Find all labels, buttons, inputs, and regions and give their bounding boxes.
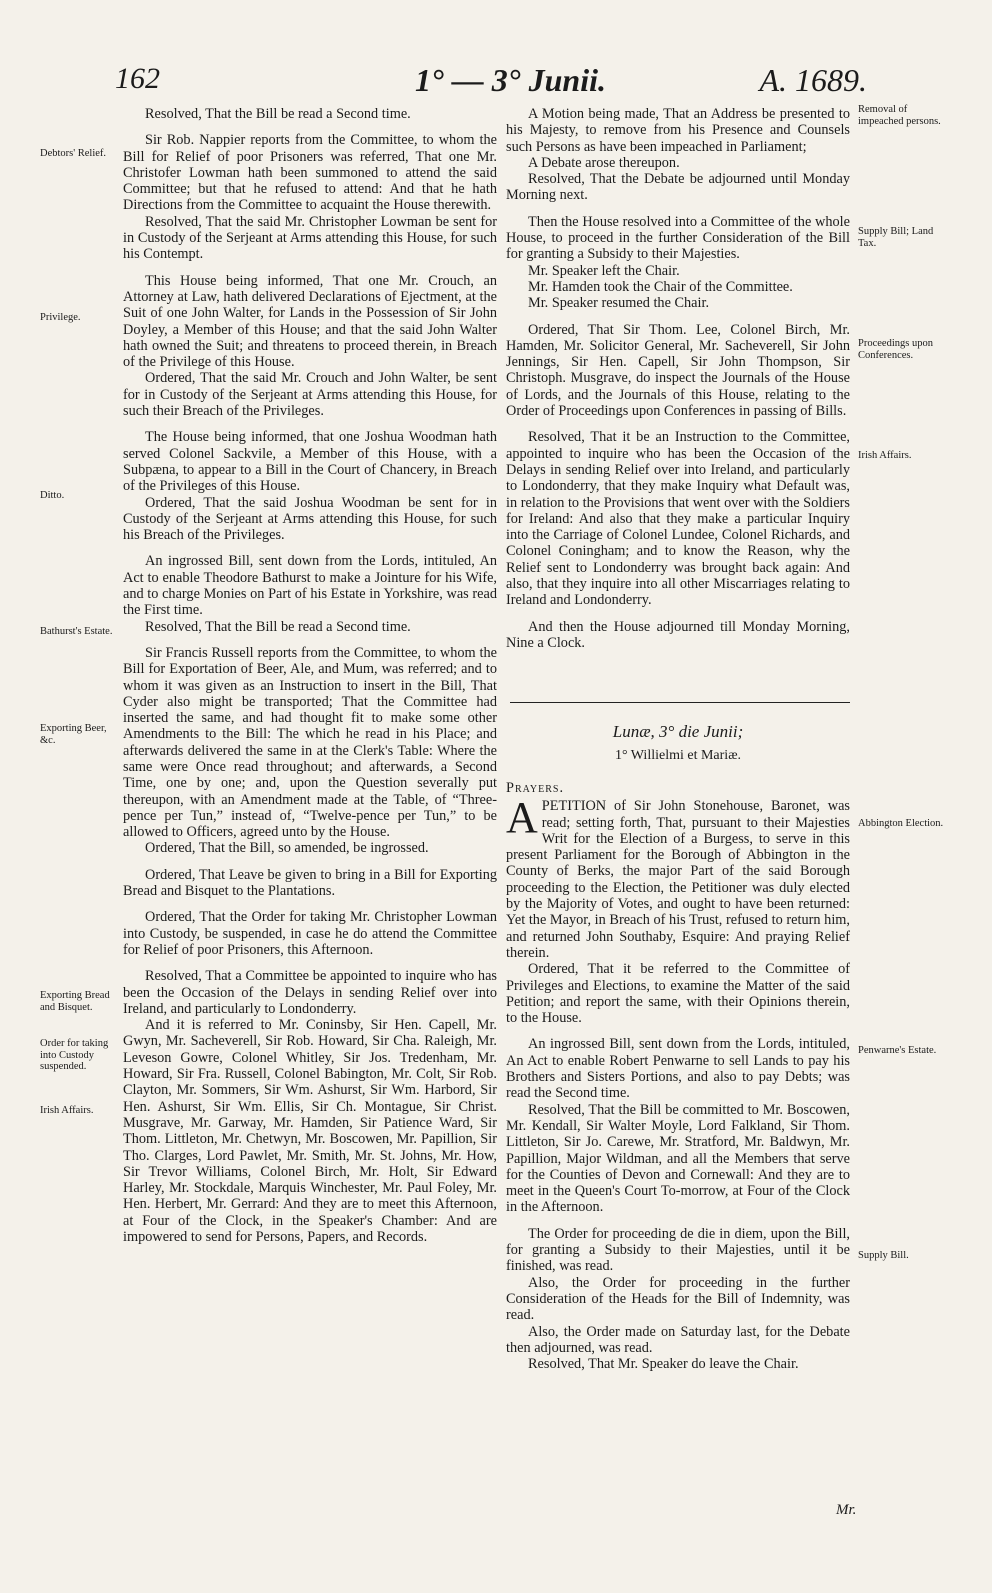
paragraph: A Debate arose thereupon. — [528, 154, 680, 171]
paragraph: The House being informed, that one Joshua Woodman hath served Colonel Sackvile, a Member of this House, with a Subpæna, to appear to a Bill in the Court of Chancery, in Breach of the Privileges of this House. — [123, 429, 497, 495]
paragraph: The Order for proceeding de die in diem, upon the Bill, for granting a Subsidy to their Majesties, until it be finished, was read. — [506, 1225, 850, 1275]
paragraph: Also, the Order made on Saturday last, for the Debate then adjourned, was read. — [506, 1323, 850, 1356]
paragraph: An ingrossed Bill, sent down from the Lords, intituled, An Act to enable Theodore Bathurst to make a Jointure for his Wife, and to charge Monies on Part of his Estate in Yorkshire, was read the First time. — [123, 553, 497, 619]
margin-note-debtors: Debtors' Relief. — [40, 148, 107, 159]
page-header — [115, 62, 867, 102]
paragraph: An ingrossed Bill, sent down from the Lords, intituled, An Act to enable Robert Penwarne to sell Lands to pay his Brothers and Sisters Portions, and also to pay Debts; was read the Second time. — [506, 1036, 850, 1102]
drop-cap: A — [506, 793, 538, 843]
paragraph: And then the House adjourned till Monday Morning, Nine a Clock. — [506, 618, 850, 651]
paragraph: Resolved, That the Bill be read a Second time. — [145, 106, 411, 122]
paragraph: Ordered, That Sir Thom. Lee, Colonel Birch, Mr. Hamden, Mr. Solicitor General, Mr. Sacheverell, Sir John Jennings, Sir Hen. Capell, Sir John Thompson, Sir Christoph. Musgrave, do inspect the Journals of the House of Lords, and the Journals of this House, relating to the Order of Proceedings upon Conferences in passing of Bills. — [506, 321, 850, 420]
margin-note-bread: Exporting Bread and Bisquet. — [40, 990, 110, 1013]
paragraph: Ordered, That the said Joshua Woodman be sent for in Custody of the Serjeant at Arms attending this House, for such his Breach of the Privileges. — [123, 494, 497, 544]
margin-note-removal: Removal of impeached persons. — [858, 104, 941, 127]
page-date: 1° — 3° Junii. — [415, 62, 606, 98]
paragraph: Resolved, That the said Mr. Christopher Lowman be sent for in Custody of the Serjeant at Arms attending this House, for such his Contempt. — [123, 213, 497, 263]
paragraph: And it is referred to Mr. Coninsby, Sir Hen. Capell, Mr. Gwyn, Mr. Sacheverell, Sir Rob. Howard, Sir Cha. Raleigh, Mr. Leveson Gowre, Colonel Whitley, Sir Jos. Tredenham, Mr. Howard, Sir Fra. Russell, Colonel Babington, Mr. Colt, Sir Rob. Clayton, Mr. Sommers, Sir Wm. Ashurst, Sir Wm. Harbord, Sir Hen. Ashurst, Sir Wm. Ellis, Sir Ch. Montague, Sir Christ. Musgrave, Mr. Garway, Mr. Hamden, Sir Patience Ward, Sir Thom. Littleton, Mr. Chetwyn, Mr. Boscowen, Mr. Papillion, Sir Tho. Clarges, Lord Pawlet, Mr. Smith, Mr. St. Johns, Mr. How, Sir Trevor Williams, Colonel Birch, Mr. Holt, Sir Edward Harley, Mr. Stockdale, Marquis Winchester, Mr. Paul Foley, Mr. Hen. Herbert, Mr. Gerrard: And they are to meet this Afternoon, at Four of the Clock, in the Speaker's Chamber: And are impowered to send for Persons, Papers, and Records. — [123, 1017, 497, 1245]
paragraph — [506, 793, 850, 961]
paragraph: Sir Francis Russell reports from the Committee, to whom the Bill for Exportation of Beer, Ale, and Mum, was referred; and to whom it was given as an Instruction to insert in the Bill, That Cyder also might be transported; That the Committee had inserted the same, and had thought fit to make some other Amendments to the Bill: The which he read in his Place; and afterwards delivered the same in at the Clerk's Table: Where the same were Once read throughout; and afterwards, a Second Time, one by one; and, upon the Question severally put thereupon, with an Amendment made at the Table, of “Three-pence per Tun,” instead of, “Twelve-pence per Tun,” to be allowed to Officers, agreed unto by the House. — [123, 644, 497, 841]
margin-note-irish-right: Irish Affairs. — [858, 450, 912, 461]
page-number: 162 — [115, 62, 160, 95]
paragraph: Mr. Speaker left the Chair. — [528, 262, 680, 279]
margin-note-bathurst: Bathurst's Estate. — [40, 626, 113, 637]
right-column-lower — [506, 780, 850, 1372]
catchword: Mr. — [836, 1502, 857, 1518]
paragraph: Ordered, That the said Mr. Crouch and John Walter, be sent for in Custody of the Serjeant at Arms attending this House, for such their Breach of the Privileges. — [123, 370, 497, 420]
margin-note-irish: Irish Affairs. — [40, 1105, 94, 1116]
paragraph: Mr. Hamden took the Chair of the Committee. — [528, 278, 793, 295]
paragraph: A Motion being made, That an Address be presented to his Majesty, to remove from his Presence and Counsels such Persons as have been impeached in Parliament; — [506, 106, 850, 155]
paragraph: Resolved, That it be an Instruction to the Committee, appointed to inquire who has been the Occasion of the Delays in sending Relief over into Ireland, and particularly to Londonderry, that they make Inquiry what Default was, in relation to the Provisions that went over with the Soldiers for Ireland: And also that they make a particular Inquiry into the Carriage of Colonel Lundee, Colonel Richards, and Colonel Coningham; and to know the Reason, why the Relief sent to Londonderry was brought back again: And also, that they inquire into all other Miscarriages relating to Ireland and Londonderry. — [506, 429, 850, 609]
section-divider — [510, 702, 850, 703]
petition-text: PETITION of Sir John Stonehouse, Baronet, was read; setting forth, That, pursuant to their Majesties Writ for the Election of a Burgess, to serve in this present Parliament for the Borough of Abbington in the County of Berks, the major Part of the said Borough proceeding to the Election, the Petitioner was duly elected by the Majority of Votes, and ought to have been returned: Yet the Mayor, in Breach of his Trust, refused to return him, and returned John Southaby, Esquire: And praying Relief therein. — [506, 798, 850, 961]
margin-note-ditto: Ditto. — [40, 490, 65, 501]
margin-note-penwarne: Penwarne's Estate. — [858, 1045, 937, 1056]
paragraph: Resolved, That the Bill be committed to Mr. Boscowen, Mr. Kendall, Sir Walter Moyle, Lord Falkland, Sir Thom. Littleton, Sir Jo. Carewe, Mr. Stratford, Mr. Baldwyn, Mr. Papillion, Major Wildman, and all the Members that serve for the Counties of Devon and Cornewall: And they are to meet in the Queen's Court To-morrow, at Four of the Clock in the Afternoon. — [506, 1101, 850, 1216]
prayers-heading: Prayers. — [506, 780, 565, 796]
paragraph: Mr. Speaker resumed the Chair. — [528, 295, 710, 312]
paragraph: This House being informed, That one Mr. Crouch, an Attorney at Law, hath delivered Declarations of Ejectment, at the Suit of one John Walter, for Lands in the Possession of Sir John Doyley, a Member of this House; and that the said John Walter hath owned the Suit; and threatens to proceed therein, in Breach of the Privilege of this House. — [123, 272, 497, 371]
paragraph: Resolved, That the Bill be read a Second time. — [145, 618, 411, 635]
paragraph: Ordered, That Leave be given to bring in a Bill for Exporting Bread and Bisquet to the Plantations. — [123, 866, 497, 900]
margin-note-abbington: Abbington Election. — [858, 818, 944, 829]
right-column-upper — [506, 106, 850, 651]
margin-note-privilege: Privilege. — [40, 312, 81, 323]
paragraph: Then the House resolved into a Committee of the whole House, to proceed in the further Consideration of the Bill for granting a Subsidy to their Majesties. — [506, 213, 850, 263]
page-year: A. 1689. — [759, 62, 867, 98]
day-heading: Lunæ, 3° die Junii; — [612, 722, 744, 741]
paragraph: Resolved, That the Debate be adjourned until Monday Morning next. — [506, 171, 850, 204]
regnal-year: 1° Willielmi et Mariæ. — [614, 748, 742, 763]
margin-note-beer: Exporting Beer, &c. — [40, 723, 107, 746]
paragraph: Sir Rob. Nappier reports from the Committee, to whom the Bill for Relief of poor Prisoners was referred, That one Mr. Christofer Lowman hath been summoned to attend the said Committee; but that he refused to attend: And that he hath Directions from the Committee to acquaint the House therewith. — [123, 132, 497, 214]
paragraph: Ordered, That the Bill, so amended, be ingrossed. — [145, 840, 429, 857]
margin-note-supply: Supply Bill; Land Tax. — [858, 226, 934, 249]
paragraph: Resolved, That a Committee be appointed to inquire who has been the Occasion of the Delays in sending Relief over into Ireland, and particularly to Londonderry. — [123, 968, 497, 1017]
left-column — [123, 106, 497, 1245]
paragraph: Also, the Order for proceeding in the further Consideration of the Heads for the Bill of Indemnity, was read. — [506, 1274, 850, 1324]
paragraph: Resolved, That Mr. Speaker do leave the Chair. — [528, 1356, 799, 1373]
margin-note-conferences: Proceedings upon Conferences. — [858, 338, 933, 361]
paragraph: Ordered, That it be referred to the Committee of Privileges and Elections, to examine the Matter of the said Petition; and report the same, with their Opinions therein, to the House. — [506, 961, 850, 1027]
margin-note-supply-2: Supply Bill. — [858, 1250, 909, 1261]
paragraph: Ordered, That the Order for taking Mr. Christopher Lowman into Custody, be suspended, in case he do attend the Committee for Relief of poor Prisoners, this Afternoon. — [123, 909, 497, 958]
margin-note-custody: Order for taking into Custody suspended. — [40, 1038, 109, 1072]
